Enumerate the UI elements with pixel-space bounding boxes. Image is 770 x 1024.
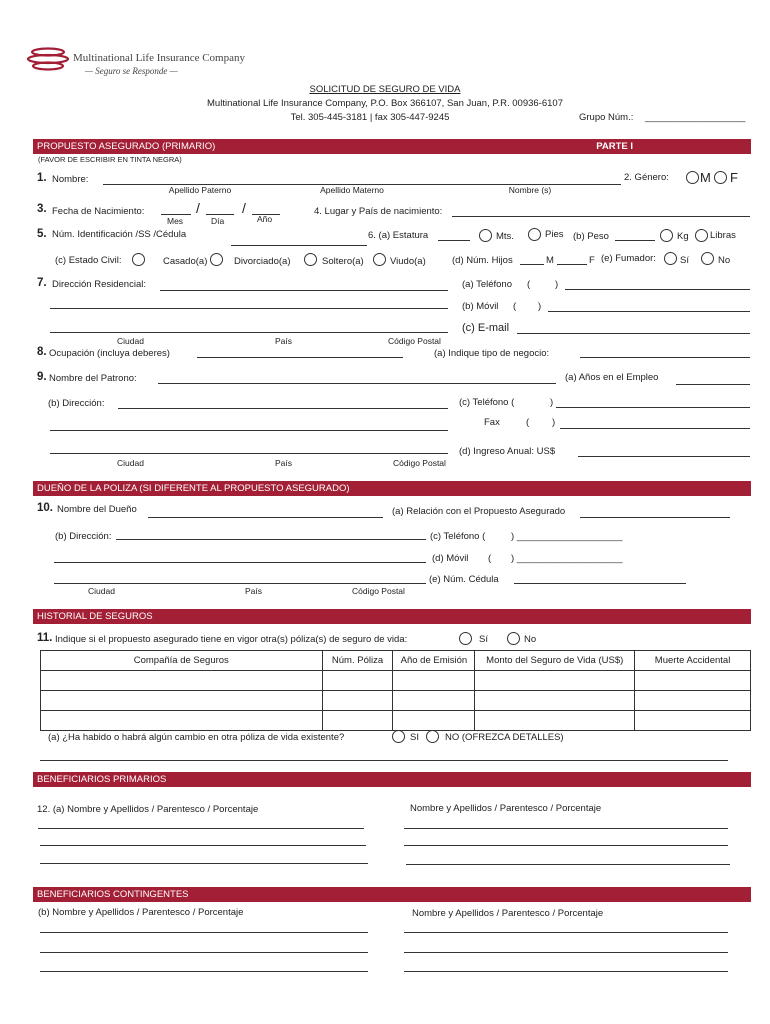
table-cell[interactable] — [41, 671, 323, 691]
policy-change-details-field[interactable] — [40, 760, 728, 761]
mobile-label: (b) Móvil — [462, 301, 499, 312]
civil-casado-label: Casado(a) — [163, 256, 208, 267]
table-row — [41, 691, 751, 711]
employer-phone-field[interactable] — [556, 407, 750, 408]
employer-phone-label: (c) Teléfono ( — [459, 397, 515, 408]
company-phone: Tel. 305-445-3181 | fax 305-447-9245 — [290, 112, 450, 123]
table-cell[interactable] — [475, 691, 635, 711]
contingent-beneficiary-line[interactable] — [40, 952, 368, 953]
civil-casado-radio[interactable] — [210, 253, 223, 266]
item-number: 10. — [37, 502, 53, 514]
table-cell[interactable] — [393, 691, 475, 711]
table-cell[interactable] — [475, 711, 635, 731]
children-m-label: M — [546, 255, 554, 266]
primary-beneficiary-line[interactable] — [406, 864, 730, 865]
dob-month-field[interactable] — [161, 214, 191, 215]
section-title: BENEFICIARIOS CONTINGENTES — [37, 889, 189, 900]
annual-income-label: (d) Ingreso Anual: US$ — [459, 446, 556, 457]
col-header: Monto del Seguro de Vida (US$) — [475, 651, 635, 671]
sub-label-mes: Mes — [167, 216, 184, 226]
sub-label-paterno: Apellido Paterno — [168, 185, 232, 195]
occupation-field[interactable] — [197, 357, 403, 358]
form-title: SOLICITUD DE SEGURO DE VIDA — [309, 84, 461, 95]
occupation-label: Ocupación (incluya deberes) — [49, 348, 170, 359]
fax-field[interactable] — [560, 428, 750, 429]
table-header-row — [41, 651, 751, 671]
table-cell[interactable] — [393, 671, 475, 691]
sub-label-ano: Año — [257, 214, 273, 224]
table-cell[interactable] — [393, 711, 475, 731]
company-tagline: — Seguro se Responde — — [85, 66, 178, 76]
col-header: Núm. Póliza — [322, 651, 393, 671]
gender-m-radio[interactable] — [686, 171, 699, 184]
policy-change-no-label: NO (OFREZCA DETALLES) — [445, 732, 564, 743]
table-cell[interactable] — [475, 671, 635, 691]
contingent-beneficiary-line[interactable] — [40, 932, 368, 933]
policy-change-question: (a) ¿Ha habido o habrá algún cambio en otra póliza de vida existente? — [48, 732, 345, 743]
sub-label-pais: País — [245, 586, 263, 596]
email-field[interactable] — [517, 333, 750, 334]
col-header: Compañía de Seguros — [41, 651, 323, 671]
owner-mobile-label: (d) Móvil — [432, 553, 469, 564]
smoker-label: (e) Fumador: — [601, 253, 656, 264]
children-f-field[interactable] — [557, 264, 587, 265]
paren-open: ( — [526, 417, 530, 428]
contingent-beneficiary-line[interactable] — [40, 971, 368, 972]
sub-label-nombres: Nombre (s) — [508, 185, 552, 195]
contingent-beneficiary-line[interactable] — [404, 952, 728, 953]
col-header: Año de Emisión — [393, 651, 475, 671]
civil-divorciado-radio[interactable] — [304, 253, 317, 266]
sub-label-ciudad: Ciudad — [88, 586, 115, 596]
insurance-history-table — [40, 650, 751, 731]
phone-field[interactable] — [565, 289, 750, 290]
name-label: Nombre: — [52, 174, 89, 185]
paren-open: ( — [513, 301, 517, 312]
gender-m-label: M — [700, 170, 711, 185]
email-label: (c) E-mail — [462, 322, 510, 334]
address-line-3[interactable] — [50, 332, 448, 333]
height-field[interactable] — [438, 240, 470, 241]
primary-beneficiary-line[interactable] — [40, 845, 366, 846]
paren-close: ) — [552, 417, 556, 428]
sub-label-pais: País — [275, 458, 293, 468]
owner-name-label: Nombre del Dueño — [57, 504, 137, 515]
dob-slash: / — [242, 200, 246, 216]
civil-viudo-label: Viudo(a) — [390, 256, 426, 267]
section-title: HISTORIAL DE SEGUROS — [37, 611, 153, 622]
years-employed-field[interactable] — [676, 384, 750, 385]
item-number: 1. — [37, 172, 47, 184]
civil-label: (c) Estado Civil: — [55, 255, 122, 266]
employer-address-line-1[interactable] — [118, 408, 448, 409]
business-type-field[interactable] — [580, 357, 750, 358]
item-number: 9. — [37, 371, 47, 383]
weight-libras-label: Libras — [710, 230, 736, 241]
section-title: DUEÑO DE LA POLIZA (SI DIFERENTE AL PROPUESTO ASEGURADO) — [37, 483, 350, 494]
sub-label-postal: Código Postal — [393, 458, 446, 468]
sub-label-postal: Código Postal — [388, 336, 441, 346]
relation-field[interactable] — [580, 517, 730, 518]
civil-divorciado-label: Divorciado(a) — [234, 256, 291, 267]
owner-cedula-label: (e) Núm. Cédula — [429, 574, 499, 585]
owner-address-line-3[interactable] — [54, 583, 426, 584]
mobile-field[interactable] — [548, 311, 750, 312]
company-address: Multinational Life Insurance Company, P.O. Box 366107, San Juan, P.R. 00936-6107 — [207, 98, 563, 109]
gender-f-label: F — [730, 170, 738, 185]
height-mts-label: Mts. — [496, 231, 514, 242]
employer-address-label: (b) Dirección: — [48, 398, 105, 409]
weight-libras-radio[interactable] — [695, 229, 708, 242]
primary-beneficiary-line[interactable] — [40, 863, 368, 864]
owner-mobile-field[interactable]: ) ____________________ — [511, 553, 623, 564]
contingent-beneficiary-right-label: Nombre y Apellidos / Parentesco / Porcentaje — [412, 908, 604, 919]
owner-name-field[interactable] — [148, 517, 383, 518]
section-bar-contingent-beneficiaries — [33, 887, 751, 902]
logo-mark-icon — [26, 44, 70, 74]
policy-change-si-radio[interactable] — [392, 730, 405, 743]
group-number-field[interactable]: ___________________ — [645, 112, 746, 123]
weight-kg-radio[interactable] — [660, 229, 673, 242]
table-cell[interactable] — [635, 711, 751, 731]
contingent-beneficiary-line[interactable] — [404, 932, 728, 933]
table-row — [41, 671, 751, 691]
birthplace-field[interactable] — [452, 216, 750, 217]
relation-label: (a) Relación con el Propuesto Asegurado — [392, 506, 566, 517]
section-title: PROPUESTO ASEGURADO (PRIMARIO) — [37, 141, 216, 152]
sub-label-materno: Apellido Materno — [320, 185, 384, 195]
smoker-si-label: Sí — [680, 255, 689, 266]
table-cell[interactable] — [322, 711, 393, 731]
dob-label: Fecha de Nacimiento: — [52, 206, 145, 217]
table-cell[interactable] — [322, 671, 393, 691]
contingent-beneficiary-line[interactable] — [404, 971, 728, 972]
table-cell[interactable] — [635, 691, 751, 711]
height-mts-radio[interactable] — [479, 229, 492, 242]
dob-slash: / — [196, 200, 200, 216]
company-name: Multinational Life Insurance Company — [73, 52, 245, 64]
annual-income-field[interactable] — [578, 456, 750, 457]
sub-label-postal: Código Postal — [352, 586, 405, 596]
weight-field[interactable] — [615, 240, 655, 241]
fax-label: Fax — [484, 417, 500, 428]
primary-beneficiary-right-label: Nombre y Apellidos / Parentesco / Porcentaje — [410, 803, 602, 814]
weight-label: (b) Peso — [573, 231, 609, 242]
section-bar-policy-owner — [33, 481, 751, 496]
other-policies-si-label: Sí — [479, 634, 488, 645]
smoker-si-radio[interactable] — [664, 252, 677, 265]
residential-address-label: Dirección Residencial: — [52, 279, 146, 290]
weight-kg-label: Kg — [677, 231, 689, 242]
sub-label-ciudad: Ciudad — [117, 458, 144, 468]
paren-open: ( — [527, 279, 531, 290]
paren-close: ) — [538, 301, 542, 312]
owner-address-line-1[interactable] — [116, 539, 426, 540]
contingent-beneficiary-left-label: (b) Nombre y Apellidos / Parentesco / Porcentaje — [38, 907, 244, 918]
sub-label-ciudad: Ciudad — [117, 336, 144, 346]
gender-label: 2. Género: — [624, 172, 669, 183]
civil-soltero-label: Soltero(a) — [322, 256, 364, 267]
group-number-label: Grupo Núm.: — [579, 112, 634, 123]
owner-phone-label: (c) Teléfono ( — [430, 531, 486, 542]
smoker-no-label: No — [718, 255, 731, 266]
smoker-no-radio[interactable] — [701, 252, 714, 265]
part-label: PARTE I — [596, 141, 633, 152]
primary-beneficiary-line[interactable] — [38, 828, 364, 829]
children-label: (d) Núm. Hijos — [452, 255, 513, 266]
table-cell[interactable] — [635, 671, 751, 691]
employer-label: Nombre del Patrono: — [49, 373, 137, 384]
other-policies-no-label: No — [524, 634, 537, 645]
employer-address-line-2[interactable] — [50, 430, 448, 431]
civil-unspecified-radio[interactable] — [132, 253, 145, 266]
dob-day-field[interactable] — [206, 214, 234, 215]
policy-change-no-radio[interactable] — [426, 730, 439, 743]
section-bar-primary-beneficiaries — [33, 772, 751, 787]
table-cell[interactable] — [322, 691, 393, 711]
policy-change-si-label: SI — [410, 732, 419, 743]
table-cell[interactable] — [41, 691, 323, 711]
owner-address-line-2[interactable] — [54, 562, 426, 563]
owner-phone-field[interactable]: ) ____________________ — [511, 531, 623, 542]
item-number: 3. — [37, 203, 47, 215]
gender-f-radio[interactable] — [714, 171, 727, 184]
children-f-label: F — [589, 255, 595, 266]
height-pies-radio[interactable] — [528, 228, 541, 241]
phone-label: (a) Teléfono — [462, 279, 512, 290]
company-logo — [26, 44, 70, 77]
primary-beneficiary-line[interactable] — [404, 828, 728, 829]
years-employed-label: (a) Años en el Empleo — [565, 372, 659, 383]
ink-note: (FAVOR DE ESCRIBIR EN TINTA NEGRA) — [38, 155, 182, 164]
item-number: 7. — [37, 277, 47, 289]
height-label: 6. (a) Estatura — [368, 230, 429, 241]
height-pies-label: Pies — [545, 229, 564, 240]
sub-label-pais: País — [275, 336, 293, 346]
paren-close: ) — [555, 279, 559, 290]
id-field[interactable] — [231, 245, 367, 246]
primary-beneficiary-line[interactable] — [404, 845, 728, 846]
paren-open: ( — [488, 553, 492, 564]
owner-address-label: (b) Dirección: — [55, 531, 112, 542]
owner-cedula-field[interactable] — [514, 583, 686, 584]
item-number: 8. — [37, 346, 47, 358]
birthplace-label: 4. Lugar y País de nacimiento: — [314, 206, 443, 217]
civil-soltero-radio[interactable] — [373, 253, 386, 266]
other-policies-question: Indique si el propuesto asegurado tiene en vigor otra(s) póliza(s) de seguro de vida: — [55, 634, 408, 645]
primary-beneficiary-left-label: 12. (a) Nombre y Apellidos / Parentesco / Porcentaje — [37, 804, 259, 815]
paren-close: ) — [550, 397, 554, 408]
children-m-field[interactable] — [520, 264, 544, 265]
other-policies-si-radio[interactable] — [459, 632, 472, 645]
table-cell[interactable] — [41, 711, 323, 731]
item-number: 5. — [37, 228, 47, 240]
table-row — [41, 711, 751, 731]
employer-field[interactable] — [158, 383, 556, 384]
section-title: BENEFICIARIOS PRIMARIOS — [37, 774, 167, 785]
employer-address-line-3[interactable] — [50, 453, 448, 454]
address-line-1[interactable] — [160, 290, 448, 291]
business-type-label: (a) Indique tipo de negocio: — [434, 348, 550, 359]
section-bar-primary-insured — [33, 139, 751, 154]
address-line-2[interactable] — [50, 308, 448, 309]
sub-label-dia: Día — [211, 216, 225, 226]
col-header: Muerte Accidental — [635, 651, 751, 671]
id-label: Núm. Identificación /SS /Cédula — [52, 229, 187, 240]
other-policies-no-radio[interactable] — [507, 632, 520, 645]
item-number: 11. — [37, 632, 53, 644]
section-bar-insurance-history — [33, 609, 751, 624]
